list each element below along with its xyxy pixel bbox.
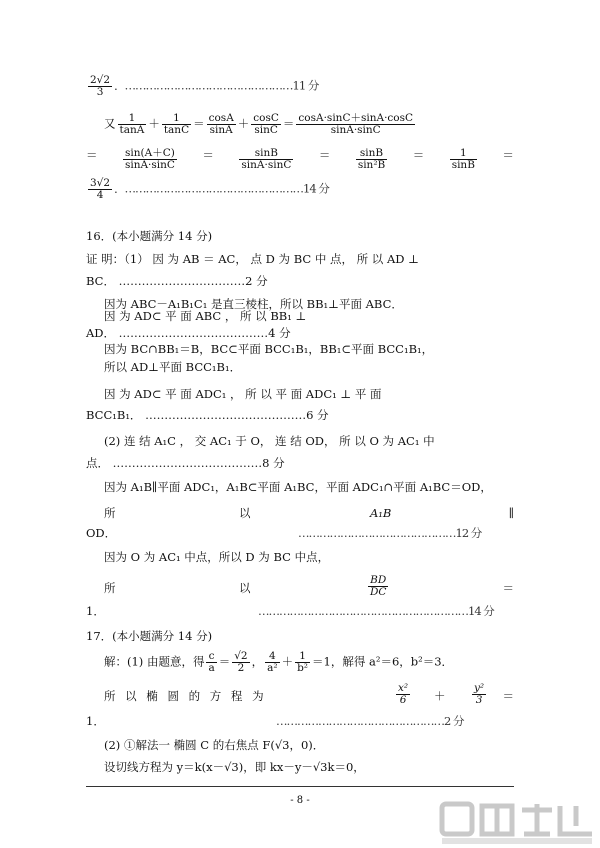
fraction: $\frac{\sin B}{\sin A\cdot\sin C}$ <box>241 147 292 171</box>
fraction: $\frac{\sin(A+C)}{\sin A\cdot\sin C}$ <box>124 147 175 171</box>
fraction: $\frac{\cos C}{\sin C}$ <box>253 112 279 136</box>
proof-line: 因为 BC∩BB₁＝B，BC⊂平面 BCC₁B₁，BB₁⊂平面 BCC₁B₁， <box>104 342 434 356</box>
line-result-14: $\frac{3√2}{4}$ ．……………………………………………14 分 <box>90 177 329 201</box>
line-result-11: $\frac{2√2}{3}$ ．…………………………………………11 分 <box>90 74 319 98</box>
fraction: $\frac{1}{\tan C}$ <box>163 112 190 136</box>
proof-line: 因 为 AD⊂ 平 面 ABC ， 所 以 BB₁ ⊥ <box>104 309 307 323</box>
solution-line: 所 以 椭 圆 的 方 程 为 $\frac{\text{x²}}{6}$ ＋ $\frac{\text{y²}}{3}$ ＝ <box>104 682 514 706</box>
line-equality-chain: ＝ $\frac{\sin(A+C)}{\sin A\cdot\sin C}$ ＝ $\frac{\sin B}{\sin A\cdot\sin C}$ ＝ $\frac{\sin B}{\text{sin²B}}$ ＝ $\frac{1}{\sin B}$ ＝ <box>86 147 514 171</box>
proof-line: 证 明：（1） 因 为 AB ＝ AC， 点 D 为 BC 中 点， 所 以 AD ⊥ <box>86 252 419 266</box>
heading-problem-16: 16．(本小题满分 14 分) <box>86 229 213 243</box>
watermark-logo <box>432 800 600 848</box>
solution-line: 设切线方程为 y＝k(x－√3)，即 kx－y－√3k＝0， <box>104 760 365 774</box>
proof-line: 因为 ABC－A₁B₁C₁ 是直三棱柱，所以 BB₁⊥平面 ABC． <box>104 297 403 311</box>
fraction: $\frac{√2}{2}$ <box>234 650 248 674</box>
proof-line: OD． ………………………………………12 分 <box>86 526 482 540</box>
fraction: $\frac{\cos A\cdot\sin C+\sin A\cdot\cos C}{\sin A\cdot\sin C}$ <box>298 112 414 136</box>
solution-line: (2) ①解法一 椭圆 C 的右焦点 F(√3，0)． <box>104 738 325 752</box>
proof-line: BC． ……………………………2 分 <box>86 274 268 288</box>
fraction: $\frac{4}{\text{a²}}$ <box>267 650 278 674</box>
proof-line: 点． …………………………………8 分 <box>86 456 285 470</box>
fraction: $\frac{1}{\text{b²}}$ <box>297 650 309 674</box>
proof-line: BCC₁B₁． ……………………………………6 分 <box>86 408 329 422</box>
fraction: $\frac{c}{a}$ <box>208 650 215 674</box>
proof-line: 因为 A₁B∥平面 ADC₁，A₁B⊂平面 A₁BC，平面 ADC₁∩平面 A₁BC＝OD， <box>104 480 492 494</box>
fraction: $\frac{2√2}{3}$ <box>90 74 111 98</box>
solution-line: 解：(1) 由题意，得 $\frac{c}{a}$ ＝ $\frac{√2}{2}$ ， $\frac{4}{\text{a²}}$ ＋ $\frac{1}{\text{b²}}$ ＝1，解得 a²＝6，b²＝3． <box>104 650 454 674</box>
page-number: - 8 - <box>290 795 310 806</box>
fraction: $\frac{\text{x²}}{6}$ <box>398 682 409 706</box>
proof-line: 因 为 AD⊂ 平 面 ADC₁ ， 所 以 平 面 ADC₁ ⊥ 平 面 <box>104 387 382 401</box>
fraction: $\frac{1}{\sin B}$ <box>451 147 475 171</box>
footer-rule <box>86 786 514 787</box>
proof-line: (2) 连 结 A₁C ， 交 AC₁ 于 O， 连 结 OD， 所 以 O 为 AC₁ 中 <box>104 434 435 448</box>
proof-line: 所以 AD⊥平面 BCC₁B₁． <box>104 360 242 374</box>
proof-line: 因为 O 为 AC₁ 中点，所以 D 为 BC 中点， <box>104 550 330 564</box>
proof-line: 所 以 A₁B ∥ <box>104 506 514 520</box>
fraction: $\frac{BD}{DC}$ <box>370 574 387 598</box>
fraction: $\frac{3√2}{4}$ <box>90 177 111 201</box>
fraction: $\frac{\text{y²}}{3}$ <box>474 682 485 706</box>
fraction: $\frac{1}{\tan A}$ <box>119 112 145 136</box>
fraction: $\frac{\sin B}{\text{sin²B}}$ <box>357 147 386 171</box>
proof-line: 1． ……………………………………………………14 分 <box>86 604 494 618</box>
line-cot-sum: 又 $\frac{1}{\tan A}$ ＋ $\frac{1}{\tan C}$ ＝ $\frac{\cos A}{\sin A}$ ＋ $\frac{\cos C}{\sin C}$ ＝ $\frac{\cos A\cdot\sin C+\sin A\cdot\cos C}{\sin A\cdot\sin C}$ <box>104 112 414 136</box>
proof-line: 所 以 $\frac{BD}{DC}$ ＝ <box>104 574 514 598</box>
fraction: $\frac{\cos A}{\sin A}$ <box>208 112 234 136</box>
heading-problem-17: 17．(本小题满分 14 分) <box>86 629 213 643</box>
solution-line: 1． …………………………………………2 分 <box>86 714 464 728</box>
proof-line: AD． …………………………………4 分 <box>86 326 291 340</box>
